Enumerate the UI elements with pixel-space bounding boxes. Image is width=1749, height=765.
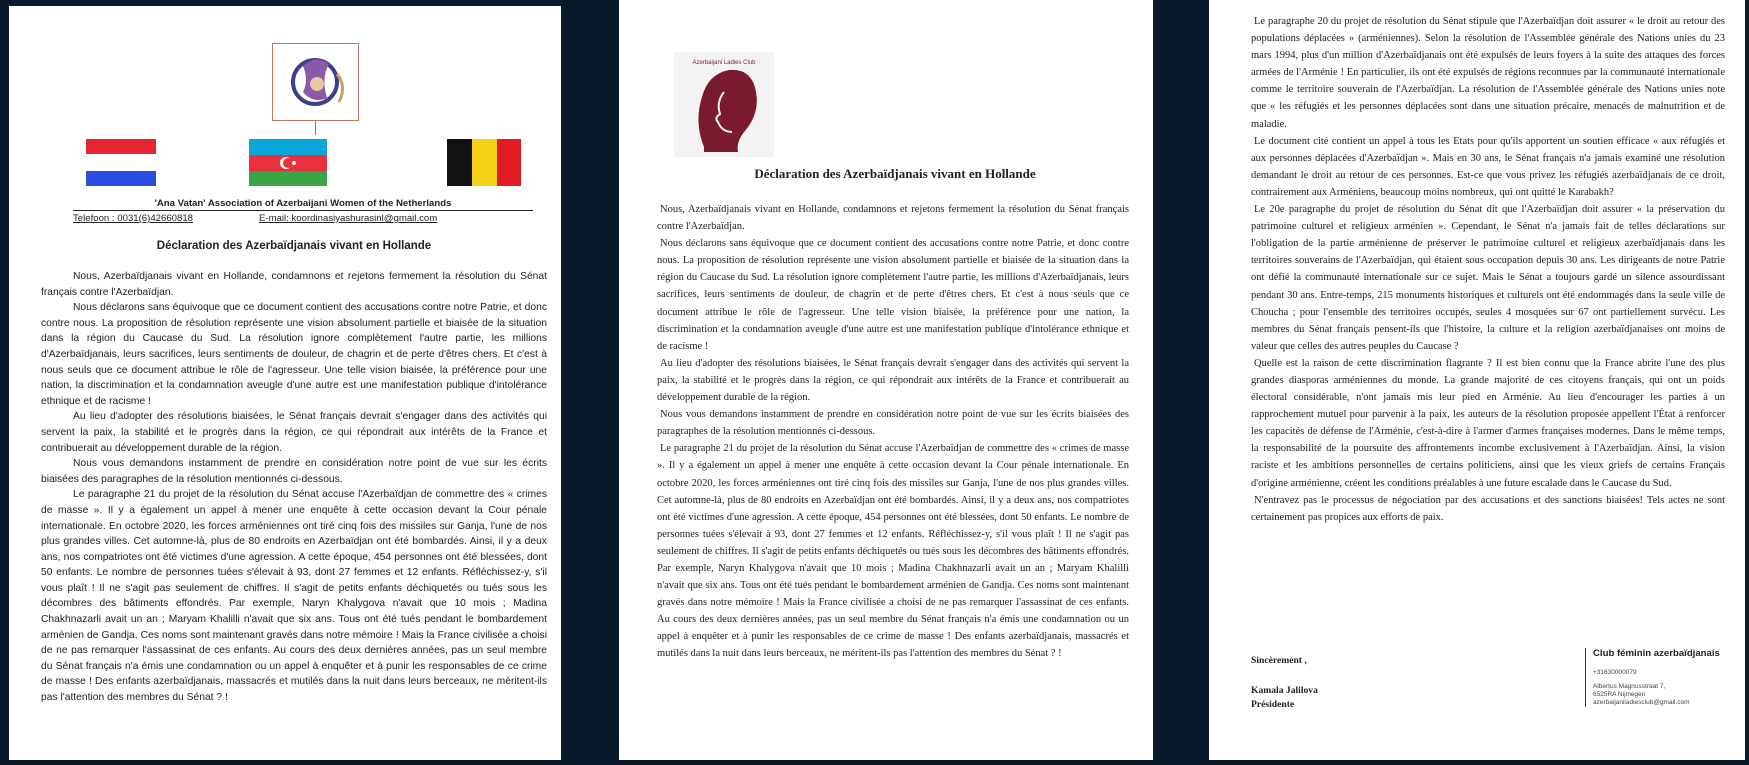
paragraph: Nous vous demandons instamment de prendre en considération notre point de vue sur les écrits biaisées des paragraphes de la résolution mentionnés ci-dessous.: [41, 458, 547, 485]
club-name: Club féminin azerbaïdjanais: [1593, 648, 1720, 659]
document-page-1: [9, 6, 561, 760]
association-name: 'Ana Vatan' Association of Azerbaijani Women of the Netherlands: [73, 198, 533, 211]
closing-salutation: Sincèrement ,: [1251, 655, 1307, 666]
ladies-club-logo: [674, 52, 774, 157]
paragraph: Nous, Azerbaïdjanais vivant en Hollande, condamnons et rejetons fermement la résolution du Sénat français contre l'Azerbaïdjan.: [41, 271, 547, 298]
azerbaijan-flag-icon: [249, 139, 319, 186]
paragraph: Le paragraphe 21 du projet de la résolution du Sénat accuse l'Azerbaïdjan de commettre des « crimes de masse ». Il y a également un appel à mener une enquête à cette occasion devant la Cour pénale internationale. En octobre 2020, les forces arméniennes ont tiré cinq fois des missiles sur Ganja, l'une de nos plus grandes villes. Cet automne-là, plus de 80 endroits en Azerbaïdjan ont été bombardés. Ainsi, il y a deux ans, nos compatriotes ont été victimes d'une agression. A cette époque, 454 personnes ont été blessées, dont 50 enfants. Le nombre de personnes tuées s'élevait à 93, dont 27 femmes et 12 enfants. Réfléchissez-y, s'il vous plaît ! Il ne s'agit pas seulement de chiffres. Il s'agit de petits enfants déchiquetés ou tués sous les décombres des bâtiments effondrés. Par exemple, Naryn Khalygova n'avait que 10 mois ; Madina Chakhnazarli avait un an ; Maryam Khalilli n'avait que six ans. Tous ont été tués pendant le bombardement arménien de Gandja. Ces noms sont maintenant gravés dans notre mémoire ! Mais la France civilisée a choisi de ne pas remarquer l'assassinat de ces enfants. Au cours des deux dernières années, pas un seul membre du Sénat français n'a émis une condamnation ou un appel à enquêter et à punir les responsables de ce crime de masse ! Des enfants azerbaïdjanais, massacrés et mutilés dans la nuit dans leurs berceaux, ne méritent-ils pas l'attention des membres du Sénat ? !: [41, 489, 547, 704]
signer-role: Présidente: [1251, 699, 1295, 710]
paragraph: Le document cité contient un appel à tous les Etats pour qu'ils apportent un soutien efficace « aux réfugiés et aux personnes déplacées d'Azerbaïdjan ». Mais en 30 ans, le Sénat français n'a jamais examiné une résolution demandant le droit au retour de ces personnes. Est-ce que vous privez les réfugiés azerbaïdjanais de ce droit, contrairement aux Arméniens, beaucoup moins nombreux, qui ont quitté le Karabakh?: [1251, 135, 1725, 198]
signature-block: [1251, 684, 1318, 712]
paragraph: N'entravez pas le processus de négociation par des accusations et des sanctions biaisées! Tels actes ne sont certainement pas propices aux efforts de paix.: [1251, 494, 1725, 523]
belgium-flag-icon: [447, 139, 521, 186]
paragraph: Nous déclarons sans équivoque que ce document contient des accusations contre notre Patrie, et donc contre nous. La proposition de résolution représente une vision absolument partielle et biaisée de la situation dans la région du Caucase du Sud. La résolution ignore complètement l'autre partie, les millions d'Azerbaïdjanais, leurs sacrifices, leurs sentiments de douleur, de chagrin et de perte d'êtres chers. Et c'est à nous seuls que ce document attribue le rôle de l'agresseur. Une telle vision biaisée, la préférence pour une nation, la discrimination et la condamnation aveugle d'une autre est une manifestation publique d'intolérance ethnique et de racisme !: [41, 302, 547, 407]
logo-text: Azerbaijani Ladies Club: [692, 60, 756, 66]
paragraph: Le paragraphe 20 du projet de résolution du Sénat stipule que l'Azerbaïdjan doit assurer « le droit au retour des populations déplacées » (arméniennes). Selon la résolution de l'Assemblée générale des Nations unies du 23 mars 1994, plus d'un million d'Azerbaïdjanais ont été expulsés de leurs foyers à la suite des attaques des forces armées de l'Arménie ! En particulier, ils ont été expulsés de régions reconnues par la communauté internationale comme le territoire souverain de l'Azerbaïdjan. La résolution de l'Assemblée générale des Nations unies note que « les réfugiés et les personnes déplacées sont dans une situation précaire, menacés de malnutrition et de maladie.: [1251, 16, 1725, 130]
document-page-2: [619, 0, 1153, 760]
document-page-3: [1209, 0, 1745, 760]
club-email[interactable]: azerbaijaniladiesclub@gmail.com: [1593, 699, 1690, 706]
signer-name: Kamala Jalilova: [1251, 685, 1318, 696]
club-address-line: 6525RA Nijmegen: [1593, 691, 1646, 698]
page-title: Déclaration des Azerbaïdjanais vivant en Hollande: [156, 240, 432, 252]
contact-line: [73, 213, 533, 224]
declaration-body-continued: [1251, 13, 1725, 526]
club-address-line: Albertus Magnusstraat 7,: [1593, 683, 1666, 690]
paragraph: Au lieu d'adopter des résolutions biaisées, le Sénat français devrait s'engager dans des activités qui servent la paix, la stabilité et le progrès dans la région, ce qui répondrait aux intérêts de la France et contribuerait au développement durable de la région.: [41, 411, 547, 454]
email-link[interactable]: E-mail: koordinasiyashurasinl@gmail.com: [259, 213, 438, 224]
netherlands-flag-icon: [86, 139, 156, 186]
telephone: Telefoon : 0031(6)42660818: [73, 213, 194, 224]
declaration-body: [657, 201, 1129, 663]
paragraph: Nous, Azerbaïdjanais vivant en Hollande, condamnons et rejetons fermement la résolution du Sénat français contre l'Azerbaïdjan.: [657, 204, 1129, 233]
paragraph: Le 20e paragraphe du projet de résolution du Sénat dit que l'Azerbaïdjan doit assurer « la préservation du patrimoine culturel et religieux arménien ». Cependant, le Sénat n'a jamais fait de telles déclarations sur l'obligation de la partie arménienne de préserver le patrimoine culturel et religieux azerbaïdjanais dans les territoires souverains de l'Azerbaïdjan, qui étaient sous occupation depuis 30 ans. Les dirigeants de notre Patrie ont défié la communauté internationale sur ce sujet. Mais le Sénat a toujours gardé un silence assourdissant pendant 30 ans. Entre-temps, 215 monuments historiques et culturels ont été endommagés dans la seule ville de Choucha ; pour l'ensemble des territoires occupés, seules 4 mosquées sur 67 ont partiellement survécu. Les membres du Sénat français pensent-ils que l'histoire, la culture et la religion azerbaïdjanaises ont moins de valeur que celles des autres peuples du Caucase ?: [1251, 204, 1725, 352]
club-contact-block: [1585, 648, 1743, 707]
declaration-body: [41, 269, 547, 706]
paragraph: Quelle est la raison de cette discrimination flagrante ? Il est bien connu que la France abrite l'une des plus grandes diasporas arméniennes du monde. La grande majorité de ces citoyens français, qui ont un poids électoral considérable, n'ont jamais mis leur pied en Arménie. Au lieu d'encourager les parties à un rapprochement mutuel pour parvenir à la paix, les auteurs de la résolution proposée appellent l'État à renforcer les capacités de défense de l'Arménie, c'est-à-dire à l'armer d'armes françaises modernes. Dans le même temps, la responsabilité de la poursuite des affrontements incombe exclusivement à l'Azerbaïdjan. Ainsi, la vision raciste et les ambitions personnelles de certains politiciens, ainsi que les vieux griefs de certains Français d'origine arménienne, créent les conditions préalables à une future escalade dans le Caucase du Sud.: [1251, 357, 1725, 489]
club-phone: +31630000079: [1593, 669, 1637, 676]
paragraph: Le paragraphe 21 du projet de la résolution du Sénat accuse l'Azerbaïdjan de commettre des « crimes de masse ». Il y a également un appel à mener une enquête à cette occasion devant la Cour pénale internationale. En octobre 2020, les forces arméniennes ont tiré cinq fois des missiles sur Ganja, l'une de nos plus grandes villes. Cet automne-là, plus de 80 endroits en Azerbaïdjan ont été bombardés. Ainsi, il y a deux ans, nos compatriotes ont été victimes d'une agression. A cette époque, 454 personnes ont été blessées, dont 50 enfants. Le nombre de personnes tuées s'élevait à 93, dont 27 femmes et 12 enfants. Réfléchissez-y, s'il vous plaît ! Il ne s'agit pas seulement de chiffres. Il s'agit de petits enfants déchiquetés ou tués sous les décombres des bâtiments effondrés. Par exemple, Naryn Khalygova n'avait que 10 mois ; Madina Chakhnazarli avait un an ; Maryam Khalilli n'avait que six ans. Tous ont été tués pendant le bombardement arménien de Gandja. Ces noms sont maintenant gravés dans notre mémoire ! Mais la France civilisée a choisi de ne pas remarquer l'assassinat de ces enfants. Au cours des deux dernières années, pas un seul membre du Sénat français n'a émis une condamnation ou un appel à enquêter et à punir les responsables de ce crime de masse ! Des enfants azerbaïdjanais, massacrés et mutilés dans la nuit dans leurs berceaux, ne méritent-ils pas l'attention des membres du Sénat ? !: [657, 443, 1129, 660]
paragraph: Au lieu d'adopter des résolutions biaisées, le Sénat français devrait s'engager dans des activités qui servent la paix, la stabilité et le progrès dans la région, ce qui répondrait aux intérêts de la France et contribuerait au développement durable de la région.: [657, 357, 1129, 404]
logo-connector-line: [315, 121, 316, 135]
paragraph: Nous vous demandons instamment de prendre en considération notre point de vue sur les écrits biaisées des paragraphes de la résolution mentionnés ci-dessous.: [657, 409, 1129, 438]
association-logo: [272, 43, 359, 121]
paragraph: Nous déclarons sans équivoque que ce document contient des accusations contre notre Patrie, et donc contre nous. La proposition de résolution représente une vision absolument partielle et biaisée de la situation dans la région du Caucase du Sud. La résolution ignore complètement l'autre partie, les millions d'Azerbaïdjanais, leurs sacrifices, leurs sentiments de douleur, de chagrin et de perte d'êtres chers. Et c'est à nous seuls que ce document attribue le rôle de l'agresseur. Une telle vision biaisée, la préférence pour une nation, la discrimination et la condamnation aveugle d'une autre est une manifestation publique d'intolérance ethnique et de racisme !: [657, 238, 1129, 352]
page-title: Déclaration des Azerbaïdjanais vivant en Hollande: [754, 166, 1036, 181]
